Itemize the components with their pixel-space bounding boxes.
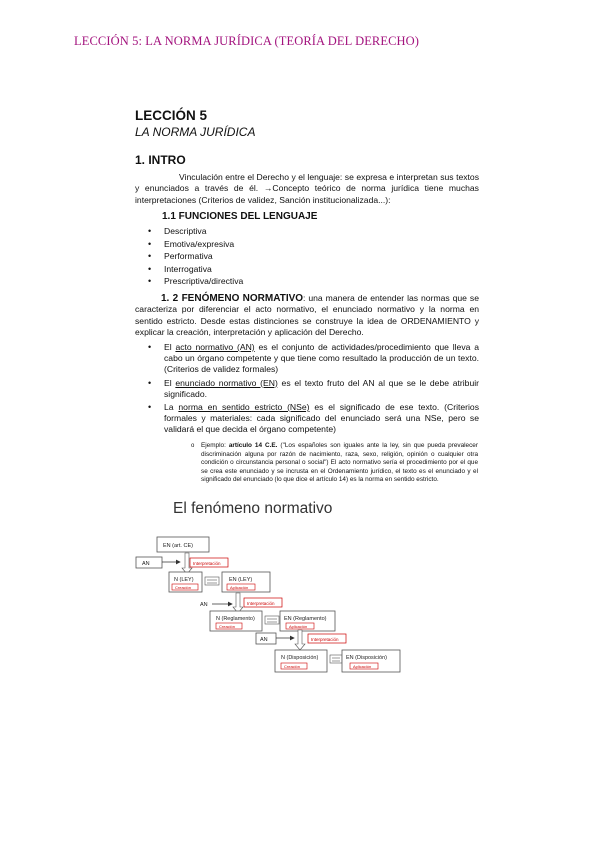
label-en-regl: EN (Reglamento): [284, 616, 327, 622]
label-n-regl: N (Reglamento): [216, 616, 255, 622]
section-1-1-title: 1.1 FUNCIONES DEL LENGUAJE: [162, 211, 318, 222]
label-interp-3: Interpretación: [311, 637, 339, 642]
figure-title: El fenómeno normativo: [173, 500, 333, 517]
term-norma-sentido-estricto: norma en sentido estricto (NSe): [178, 402, 310, 413]
label-en-ley: EN (LEY): [229, 577, 253, 583]
label-an-2: AN: [200, 602, 208, 608]
term-enunciado-normativo: enunciado normativo (EN): [175, 377, 278, 388]
example-label: Ejemplo:: [201, 442, 226, 449]
section-1-title: 1. INTRO: [135, 153, 186, 167]
list-item: • Descriptiva: [148, 225, 243, 238]
example-ref: artículo 14 C.E.: [228, 442, 278, 449]
section-1-2-intro: : una manera de entender las normas que se caracteriza por diferenciar el acto normativo, el enunciado normativo y la norma en sentido estricto. Desde estas distinciones se construye la idea de ORDENAMIENTO y explicar la creación, interpretación y aplicación del Derecho.: [135, 293, 479, 338]
term-acto-normativo: acto normativo (AN): [175, 342, 255, 352]
label-creacion-2: Creación: [219, 624, 236, 629]
section-1-2-title: 1. 2 FENÓMENO NORMATIVO: [161, 293, 304, 304]
label-aplicacion-2: Aplicación: [289, 624, 308, 629]
label-aplicacion-1: Aplicación: [230, 585, 249, 590]
down-arrow-3: [295, 630, 305, 650]
lesson-subtitle: LA NORMA JURÍDICA: [135, 125, 256, 139]
label-interp-2: Interpretación: [247, 601, 275, 606]
running-header: LECCIÓN 5: LA NORMA JURÍDICA (TEORÍA DEL DERECHO): [74, 34, 420, 48]
label-n-disp: N (Disposición): [281, 655, 319, 661]
section-1-text-a: Vinculación entre el Derecho y el lenguaje: se expresa e interpretan sus textos y enunciados a través de él.: [135, 172, 479, 194]
example-text: ("Los españoles son iguales ante la ley, sin que pueda prevalecer discriminación alguna por razón de nacimiento, raza, sexo, religión, opinión o cualquier otra condición o circunstancia personal o social") El acto normativo sería el procedimiento por el que se crea este enunciado y se incrusta en el Ordenamiento jurídico, el texto es el enunciado y el significado del enunciado (lo que dice el artículo 14) es la norma en sentido estricto.: [201, 442, 478, 484]
label-creacion-1: Creación: [175, 585, 192, 590]
label-en-ce: EN (art. CE): [163, 543, 193, 549]
list-item: • El enunciado normativo (EN) es el texto fruto del AN al que se le debe atribuir significado.: [148, 378, 479, 400]
list-item: • El acto normativo (AN) es el conjunto de actividades/procedimiento que lleva a cabo un órgano competente y que tiene como resultado la producción de un texto. (Criterios de validez formales): [148, 342, 479, 376]
label-aplicacion-3: Aplicación: [353, 664, 372, 669]
label-en-disp: EN (Disposición): [346, 655, 387, 661]
equals-icon-1: [205, 577, 219, 585]
list-item: • Emotiva/expresiva: [148, 238, 243, 251]
arrow-glyph: →: [263, 183, 273, 194]
down-arrow-2: [233, 593, 243, 613]
equals-icon-3: [330, 655, 342, 663]
label-an-3: AN: [260, 637, 268, 643]
label-interp-1: Interpretación: [193, 561, 221, 566]
list-item: • La norma en sentido estricto (NSe) es el significado de ese texto. (Criterios formales y materiales: cada significado del enunciado será una NSe, pero se validará el que decida el órgano competente): [148, 402, 479, 436]
section-1-text-b: Concepto teórico de norma jurídica tiene muchas interpretaciones (Criterios de validez, Sanción institucionalizada...):: [135, 183, 479, 205]
equals-icon-2: [265, 616, 279, 624]
list-item: • Prescriptiva/directiva: [148, 275, 243, 288]
label-creacion-3: Creación: [284, 664, 301, 669]
list-item: • Interrogativa: [148, 263, 243, 276]
label-an-1: AN: [142, 561, 150, 567]
list-item: • Performativa: [148, 250, 243, 263]
label-n-ley: N (LEY): [174, 577, 194, 583]
lesson-title: LECCIÓN 5: [135, 108, 208, 123]
sub-bullet-icon: o: [191, 443, 195, 449]
